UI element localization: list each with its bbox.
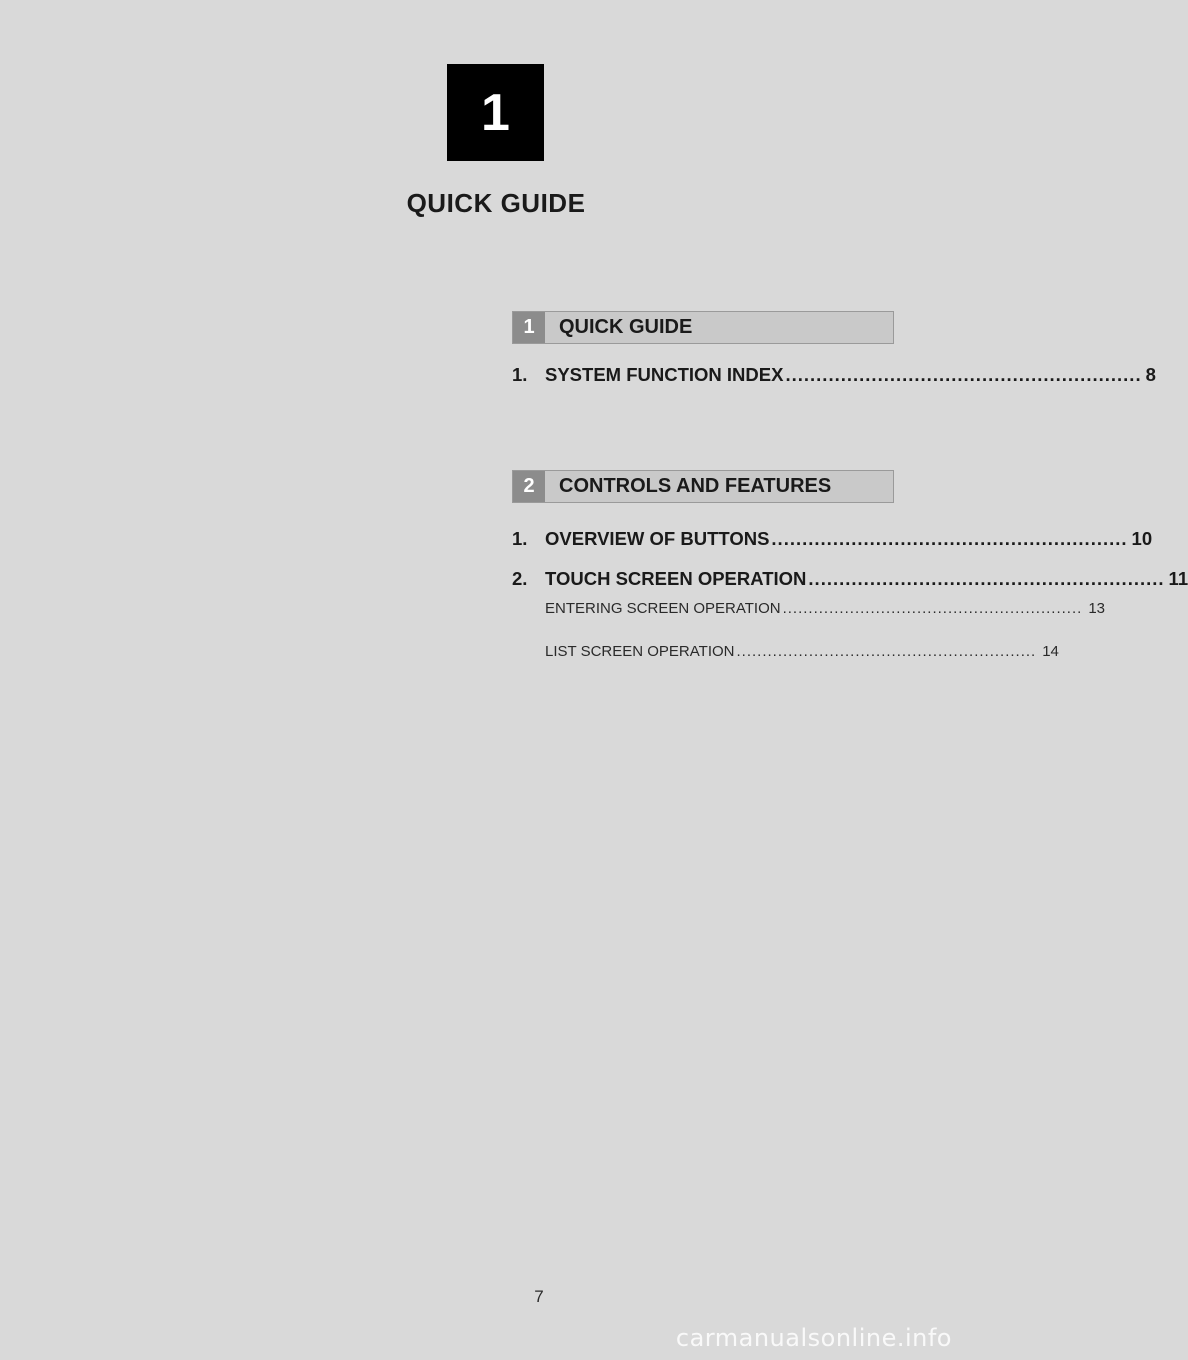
toc-subentry-list-screen-operation[interactable] xyxy=(545,643,1059,660)
toc-entry-overview-of-buttons[interactable] xyxy=(512,528,1153,550)
toc-subentry-label: ENTERING SCREEN OPERATION xyxy=(545,600,781,617)
section-number: 1 xyxy=(513,312,545,343)
toc-entry-number: 1. xyxy=(512,528,528,549)
chapter-title: QUICK GUIDE xyxy=(406,188,586,218)
section-number: 2 xyxy=(513,471,545,502)
toc-entry-number: 2. xyxy=(512,568,528,589)
section-title: CONTROLS AND FEATURES xyxy=(559,475,832,497)
section-title: QUICK GUIDE xyxy=(559,316,693,338)
section-header-quick-guide xyxy=(512,311,894,344)
toc-entry-touch-screen-operation[interactable] xyxy=(512,568,1188,590)
toc-leader-dots: .......................................................... xyxy=(782,600,1083,617)
toc-subentry-page: 14 xyxy=(1042,643,1059,660)
toc-subentry-page: 13 xyxy=(1088,600,1105,617)
toc-leader-dots: .......................................................... xyxy=(808,568,1165,589)
section-header-controls-and-features xyxy=(512,470,894,503)
toc-entry-label: TOUCH SCREEN OPERATION xyxy=(545,568,807,589)
toc-subentry-label: LIST SCREEN OPERATION xyxy=(545,643,735,660)
chapter-number-badge xyxy=(447,64,544,161)
toc-leader-dots: .......................................................... xyxy=(771,528,1128,549)
toc-entry-page: 10 xyxy=(1131,528,1153,549)
toc-leader-dots: .......................................................... xyxy=(736,643,1037,660)
toc-entry-page: 11 xyxy=(1168,568,1188,589)
page-number: 7 xyxy=(534,1287,544,1306)
toc-entry-label: OVERVIEW OF BUTTONS xyxy=(545,528,770,549)
toc-subentry-entering-screen-operation[interactable] xyxy=(545,600,1105,617)
toc-entry-label: SYSTEM FUNCTION INDEX xyxy=(545,364,784,385)
toc-entry-page: 8 xyxy=(1145,364,1156,385)
toc-leader-dots: .......................................................... xyxy=(785,364,1142,385)
toc-entry-system-function-index[interactable] xyxy=(512,364,1156,386)
watermark: carmanualsonline.info xyxy=(675,1324,952,1352)
chapter-number: 1 xyxy=(481,83,510,142)
toc-entry-number: 1. xyxy=(512,364,528,385)
